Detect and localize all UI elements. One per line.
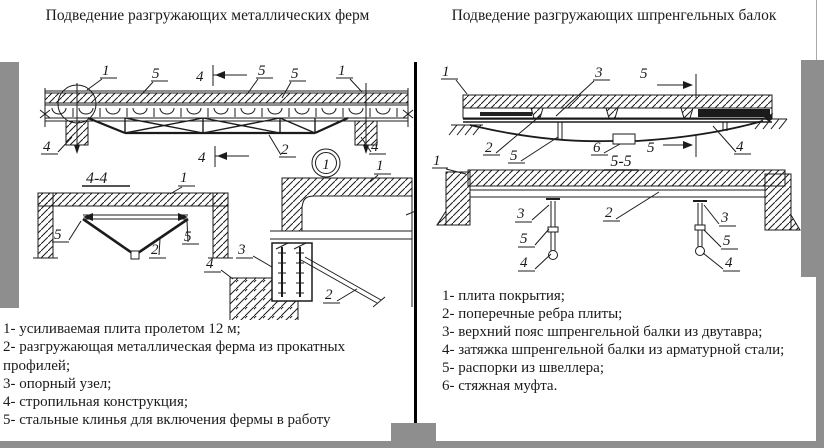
callout-1: 1: [433, 153, 441, 169]
callout-5: 5: [152, 66, 160, 82]
callout-2: 2: [151, 242, 159, 258]
roof-slab: [463, 95, 772, 122]
callout-1: 1: [376, 158, 384, 174]
legend-item: 5- распорки из швеллера;: [442, 359, 605, 376]
section-mark-4-bottom: [215, 146, 249, 167]
section-mark-5-label: 5: [640, 66, 648, 82]
callout-4: 4: [736, 139, 744, 155]
diagonal-strut: [301, 257, 385, 307]
detail-circle-number: 1: [322, 157, 330, 173]
callout-3: 3: [721, 210, 729, 226]
callout-5: 5: [291, 66, 299, 82]
steel-truss: [88, 118, 348, 133]
legend-item: 5- стальные клинья для включения фермы в работу: [3, 412, 331, 429]
callout-2: 2: [605, 205, 613, 221]
callout-4: 4: [206, 256, 214, 272]
scan-border-notch: [391, 423, 436, 441]
panel-divider: [414, 62, 417, 445]
callout-4: 4: [371, 139, 379, 155]
section-mark-4-top: [213, 65, 247, 86]
callout-5: 5: [258, 63, 266, 79]
legend-item: 3- опорный узел;: [3, 375, 112, 392]
scan-border-right: [801, 60, 824, 277]
right-panel-drawing: [425, 55, 820, 295]
turnbuckle: [613, 134, 635, 144]
legend-item: 2- поперечные ребра плиты;: [442, 305, 623, 322]
left-panel-drawing: [20, 55, 415, 320]
callout-5: 5: [54, 227, 62, 243]
section-mark-5-top: [657, 74, 696, 98]
section-mark-4-label: 4: [198, 150, 206, 166]
callout-4: 4: [43, 139, 51, 155]
legend-item: 2- разгружающая металлическая ферма из прокатных профилей;: [3, 339, 346, 374]
callout-1: 1: [442, 64, 450, 80]
legend-item: 1- усиливаемая плита пролетом 12 м;: [3, 321, 241, 337]
v-truss: [83, 219, 188, 259]
right-legend: [432, 288, 786, 395]
callout-1: 1: [180, 170, 188, 186]
callout-1: 1: [338, 63, 346, 79]
clamped-plate: [83, 213, 188, 221]
callout-5: 5: [510, 148, 518, 164]
callout-2: 2: [281, 142, 289, 158]
right-hanger-rod: [693, 201, 707, 256]
callout-3: 3: [517, 206, 525, 222]
legend-item: 3- верхний пояс шпренгельной балки из двутавра;: [442, 323, 763, 340]
anchor-bracket: [272, 243, 312, 301]
section-mark-4-label: 4: [196, 69, 204, 85]
section-5-5-drawing: [437, 170, 800, 271]
left-legend: [3, 320, 399, 430]
callout-5: 5: [520, 231, 528, 247]
callout-5: 5: [184, 229, 192, 245]
truss-elevation-drawing: [40, 65, 413, 177]
legend-item: 4- стропильная конструкция;: [3, 394, 189, 411]
scan-border-right-narrow: [816, 277, 824, 448]
callout-4: 4: [725, 255, 733, 271]
callout-3: 3: [238, 242, 246, 258]
section-4-4-title: 4-4: [86, 170, 108, 187]
left-panel-title: Подведение разгружающих металлических ферм: [45, 7, 370, 24]
callout-2: 2: [325, 287, 333, 303]
callout-6: 6: [593, 140, 601, 156]
callout-5: 5: [723, 233, 731, 249]
callout-4: 4: [520, 255, 528, 271]
section-mark-5-label: 5: [647, 140, 655, 156]
legend-item: 4- затяжка шпренгельной балки из арматурной стали;: [442, 341, 785, 358]
legend-item: 6- стяжная муфта.: [442, 377, 558, 394]
section-4-4-drawing: [33, 186, 233, 259]
callout-2: 2: [485, 140, 493, 156]
page-edge-line: [816, 0, 817, 60]
legend-item: 1- плита покрытия;: [442, 288, 565, 304]
left-hanger-rod: [546, 199, 560, 260]
section-5-5-title: 5-5: [610, 153, 632, 170]
callout-1: 1: [102, 63, 110, 79]
right-panel-title: Подведение разгружающих шпренгельных балок: [451, 7, 777, 24]
scan-border-bottom: [0, 441, 824, 448]
support-detail-drawing: [204, 174, 415, 320]
callout-3: 3: [595, 65, 603, 81]
scan-border-left: [0, 62, 19, 308]
